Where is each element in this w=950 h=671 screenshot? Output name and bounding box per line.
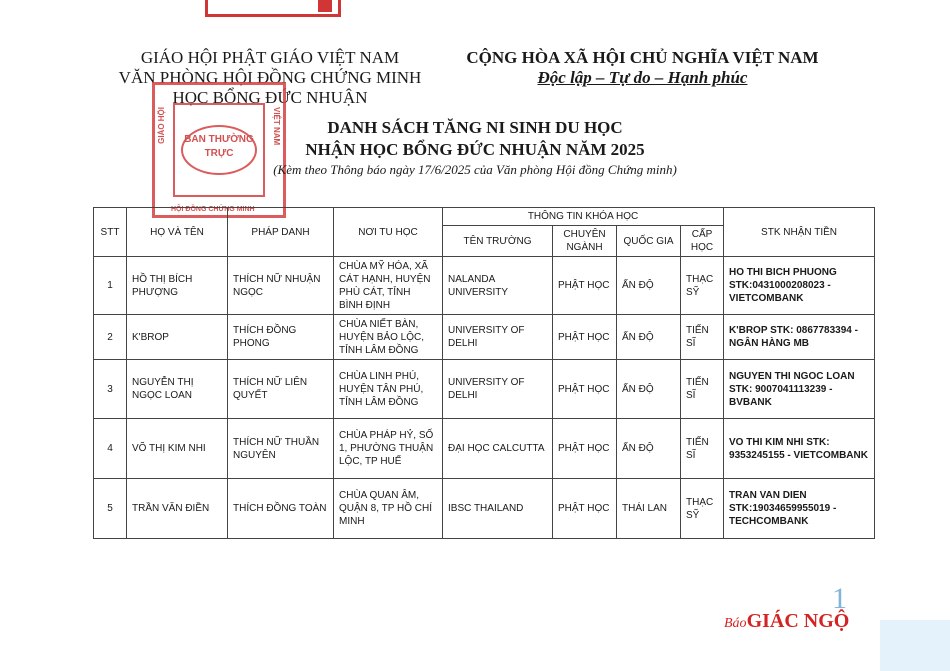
cell-level: THẠC SỸ [681, 257, 724, 315]
cell-stt: 4 [94, 419, 127, 479]
document-title: DANH SÁCH TĂNG NI SINH DU HỌC [327, 118, 623, 137]
cell-place: CHÙA QUAN ÂM, QUẬN 8, TP HỒ CHÍ MINH [334, 479, 443, 539]
cell-place: CHÙA LINH PHÚ, HUYỆN TÂN PHÚ, TỈNH LÂM ĐỒNG [334, 360, 443, 419]
logo-prefix: Báo [724, 616, 747, 631]
cell-country: ẤN ĐỘ [617, 257, 681, 315]
table-row [94, 257, 875, 315]
cell-name: NGUYỄN THỊ NGỌC LOAN [127, 360, 228, 419]
cell-level: TIẾN SĨ [681, 315, 724, 360]
table-row [94, 419, 875, 479]
header-stt: STT [94, 208, 127, 257]
seal-bottom-text: HỘI ĐỒNG CHỨNG MINH [171, 206, 255, 213]
cell-major: PHẬT HỌC [553, 360, 617, 419]
document-title-line-2: NHẬN HỌC BỔNG ĐỨC NHUẬN NĂM 2025 [305, 140, 645, 159]
cell-place: CHÙA PHÁP HỶ, SỐ 1, PHƯỜNG THUẬN LỘC, TP HUẾ [334, 419, 443, 479]
header-name: HỌ VÀ TÊN [127, 208, 228, 257]
cell-name: TRẦN VĂN ĐIỀN [127, 479, 228, 539]
logo-text: GIÁC NGỘ [746, 610, 850, 632]
table-row [94, 479, 875, 539]
seal-center-text: BAN THƯỜNG TRỰC [181, 125, 257, 175]
cell-dharma-name: THÍCH NỮ LIÊN QUYẾT [228, 360, 334, 419]
cell-account: K'BROP STK: 0867783394 - NGÂN HÀNG MB [724, 315, 875, 360]
header-dharma-name: PHÁP DANH [228, 208, 334, 257]
cell-name: HỒ THỊ BÍCH PHƯỢNG [127, 257, 228, 315]
cell-school: NALANDA UNIVERSITY [443, 257, 553, 315]
cell-account: VO THI KIM NHI STK: 9353245155 - VIETCOMBANK [724, 419, 875, 479]
cell-stt: 5 [94, 479, 127, 539]
org-line-2: VĂN PHÒNG HỘI ĐỒNG CHỨNG MINH [118, 68, 422, 87]
cell-place: CHÙA NIẾT BÀN, HUYỆN BẢO LỘC, TỈNH LÂM ĐỒNG [334, 315, 443, 360]
cell-school: UNIVERSITY OF DELHI [443, 315, 553, 360]
header-country: QUỐC GIA [617, 226, 681, 257]
cell-major: PHẬT HỌC [553, 479, 617, 539]
cell-major: PHẬT HỌC [553, 257, 617, 315]
org-line-1: GIÁO HỘI PHẬT GIÁO VIỆT NAM [140, 48, 400, 67]
cell-place: CHÙA MỸ HÓA, XÃ CÁT HẠNH, HUYỆN PHÙ CÁT, TỈNH BÌNH ĐỊNH [334, 257, 443, 315]
header-place: NƠI TU HỌC [334, 208, 443, 257]
cell-dharma-name: THÍCH ĐỒNG TOÀN [228, 479, 334, 539]
cell-school: ĐẠI HỌC CALCUTTA [443, 419, 553, 479]
cell-account: HO THI BICH PHUONG STK:0431000208023 - VIETCOMBANK [724, 257, 875, 315]
header-major: CHUYÊN NGÀNH [553, 226, 617, 257]
header-course-info: THÔNG TIN KHÓA HỌC [443, 208, 724, 226]
cell-country: ẤN ĐỘ [617, 315, 681, 360]
header-level: CẤP HỌC [681, 226, 724, 257]
newspaper-logo [724, 610, 849, 633]
document-subtitle: (Kèm theo Thông báo ngày 17/6/2025 của Văn phòng Hội đồng Chứng minh) [273, 162, 677, 177]
cell-name: VÕ THỊ KIM NHI [127, 419, 228, 479]
org-line-3: HỌC BỔNG ĐỨC NHUẬN [172, 88, 368, 107]
cell-level: TIẾN SĨ [681, 419, 724, 479]
cell-school: UNIVERSITY OF DELHI [443, 360, 553, 419]
cell-level: TIẾN SĨ [681, 360, 724, 419]
national-motto: Độc lập – Tự do – Hạnh phúc [537, 68, 748, 87]
national-title: CỘNG HÒA XÃ HỘI CHỦ NGHĨA VIỆT NAM [466, 48, 819, 67]
cell-level: THẠC SỸ [681, 479, 724, 539]
stamp-top-mark [318, 0, 332, 12]
page-number: 1 [832, 582, 847, 615]
cell-name: K'BROP [127, 315, 228, 360]
seal-left-text: GIÁO HỘI [157, 107, 166, 144]
cell-stt: 3 [94, 360, 127, 419]
table-row [94, 360, 875, 419]
table-row [94, 315, 875, 360]
national-header [455, 48, 830, 88]
cell-account: NGUYEN THI NGOC LOAN STK: 9007041113239 - BVBANK [724, 360, 875, 419]
cell-major: PHẬT HỌC [553, 315, 617, 360]
cell-school: IBSC THAILAND [443, 479, 553, 539]
cell-major: PHẬT HỌC [553, 419, 617, 479]
seal-right-text: VIỆT NAM [272, 107, 281, 146]
cell-dharma-name: THÍCH NỮ NHUẬN NGỌC [228, 257, 334, 315]
header-account: STK NHẬN TIỀN [724, 208, 875, 257]
cell-stt: 1 [94, 257, 127, 315]
cell-country: THÁI LAN [617, 479, 681, 539]
cell-country: ẤN ĐỘ [617, 360, 681, 419]
cell-stt: 2 [94, 315, 127, 360]
cell-account: TRAN VAN DIEN STK:19034659955019 - TECHCOMBANK [724, 479, 875, 539]
header-school: TÊN TRƯỜNG [443, 226, 553, 257]
cell-country: ẤN ĐỘ [617, 419, 681, 479]
corner-decoration [880, 620, 950, 671]
scholarship-table [93, 207, 875, 539]
cell-dharma-name: THÍCH NỮ THUẦN NGUYÊN [228, 419, 334, 479]
cell-dharma-name: THÍCH ĐỒNG PHONG [228, 315, 334, 360]
